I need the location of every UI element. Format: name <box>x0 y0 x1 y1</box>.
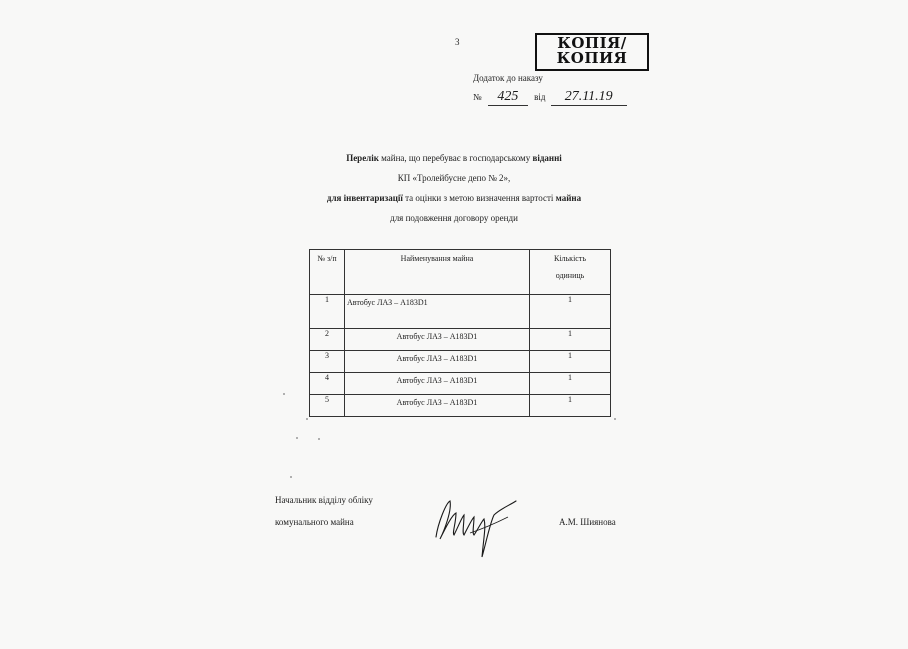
property-table <box>309 249 611 417</box>
title-line-3: для інвентаризації та оцінки з метою визначення вартості майна <box>326 193 582 203</box>
header-name: Найменування майна <box>345 250 530 295</box>
header-quantity: Кількість одиниць <box>530 250 611 295</box>
date-prefix: від <box>534 92 546 102</box>
scan-speck <box>290 476 292 478</box>
scan-speck <box>318 438 320 440</box>
scan-speck <box>296 437 298 439</box>
title-line-1: Перелік майна, що перебуває в господарському віданні <box>346 153 562 163</box>
table-row: 2 Автобус ЛАЗ – А183D1 1 <box>310 329 611 351</box>
appendix-label: Додаток до наказу <box>473 73 543 83</box>
order-number: 425 <box>488 89 528 106</box>
order-reference <box>473 89 627 106</box>
scan-speck <box>283 393 285 395</box>
table-row: 4 Автобус ЛАЗ – А183D1 1 <box>310 373 611 395</box>
header-number: № з/п <box>310 250 345 295</box>
page-number: 3 <box>455 37 460 47</box>
scan-speck <box>614 418 616 420</box>
title-line-2: КП «Тролейбусне депо № 2», <box>397 173 511 183</box>
scan-speck <box>306 418 308 420</box>
order-date: 27.11.19 <box>551 89 627 106</box>
stamp-line-1: КОПІЯ/ <box>557 34 627 52</box>
title-line-4: для подовження договору оренди <box>390 213 518 223</box>
signer-position-line-1: Начальник відділу обліку <box>275 495 373 505</box>
table-header-row <box>310 250 611 295</box>
number-prefix: № <box>473 92 482 102</box>
stamp-line-2: КОПИЯ <box>556 49 628 67</box>
table-row: 5 Автобус ЛАЗ – А183D1 1 <box>310 395 611 417</box>
copy-stamp <box>535 33 649 71</box>
handwritten-signature <box>430 493 530 563</box>
table-row: 3 Автобус ЛАЗ – А183D1 1 <box>310 351 611 373</box>
signer-position-line-2: комунального майна <box>275 517 354 527</box>
signer-name: А.М. Шиянова <box>559 517 616 527</box>
table-row: 1 Автобус ЛАЗ – А183D1 1 <box>310 295 611 329</box>
